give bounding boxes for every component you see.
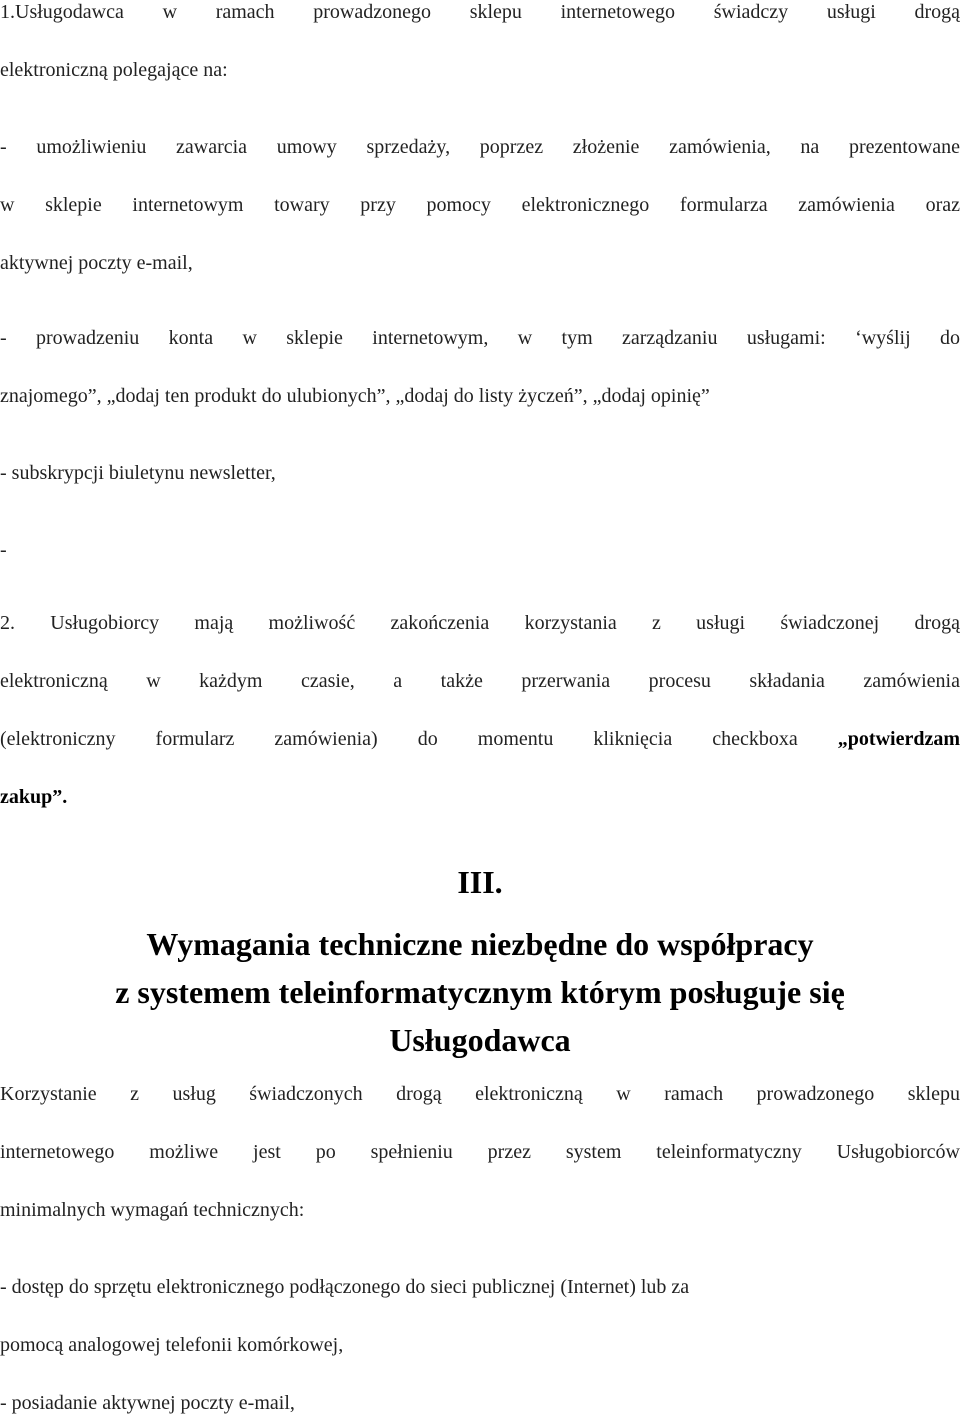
point-2-line-3-text: (elektroniczny formularz zamówienia) do momentu kliknięcia checkboxa [0,728,838,750]
list-item-order-line-2: w sklepie internetowym towary przy pomocy elektronicznego formularza zamówienia oraz [0,194,960,216]
point-2-line-2: elektroniczną w każdym czasie, a także przerwania procesu składania zamówienia [0,670,960,692]
list-item-order-line-1: - umożliwieniu zawarcia umowy sprzedaży, poprzez złożenie zamówienia, na prezentowane [0,136,960,158]
section-number: III. [457,864,503,900]
list-item-newsletter: - subskrypcji biuletynu newsletter, [0,462,276,484]
point-2-line-3 [0,729,960,749]
requirement-hardware-line-1: - dostęp do sprzętu elektronicznego podłączonego do sieci publicznej (Internet) lub za [0,1276,690,1298]
section-title-line-2: z systemem teleinformatycznym którym posługuje się [115,974,845,1010]
point-2-line-1: 2. Usługobiorcy mają możliwość zakończenia korzystania z usługi świadczonej drogą [0,612,960,634]
service-description-line-2: elektroniczną polegające na: [0,59,228,81]
requirements-intro-line-1: Korzystanie z usług świadczonych drogą elektroniczną w ramach prowadzonego sklepu [0,1083,960,1105]
requirement-hardware-line-2: pomocą analogowej telefonii komórkowej, [0,1334,344,1356]
list-item-empty: - [0,539,7,561]
list-item-order-line-3: aktywnej poczty e-mail, [0,252,193,274]
service-description-line-1: 1.Usługodawca w ramach prowadzonego sklepu internetowego świadczy usługi drogą [0,1,960,23]
section-title-line-3: Usługodawca [389,1022,571,1058]
confirm-purchase-quote-start: „potwierdzam [837,728,960,750]
requirement-email: - posiadanie aktywnej poczty e-mail, [0,1392,295,1414]
list-item-account-line-1: - prowadzeniu konta w sklepie internetowym, w tym zarządzaniu usługami: ‘wyślij do [0,327,960,349]
section-title-line-1: Wymagania techniczne niezbędne do współpracy [146,926,814,962]
confirm-purchase-quote-end: zakup”. [0,786,68,808]
requirements-intro-line-3: minimalnych wymagań technicznych: [0,1199,305,1221]
list-item-account-line-2: znajomego”, „dodaj ten produkt do ulubionych”, „dodaj do listy życzeń”, „dodaj opinię” [0,385,710,407]
requirements-intro-line-2: internetowego możliwe jest po spełnieniu przez system teleinformatyczny Usługobiorców [0,1141,960,1163]
